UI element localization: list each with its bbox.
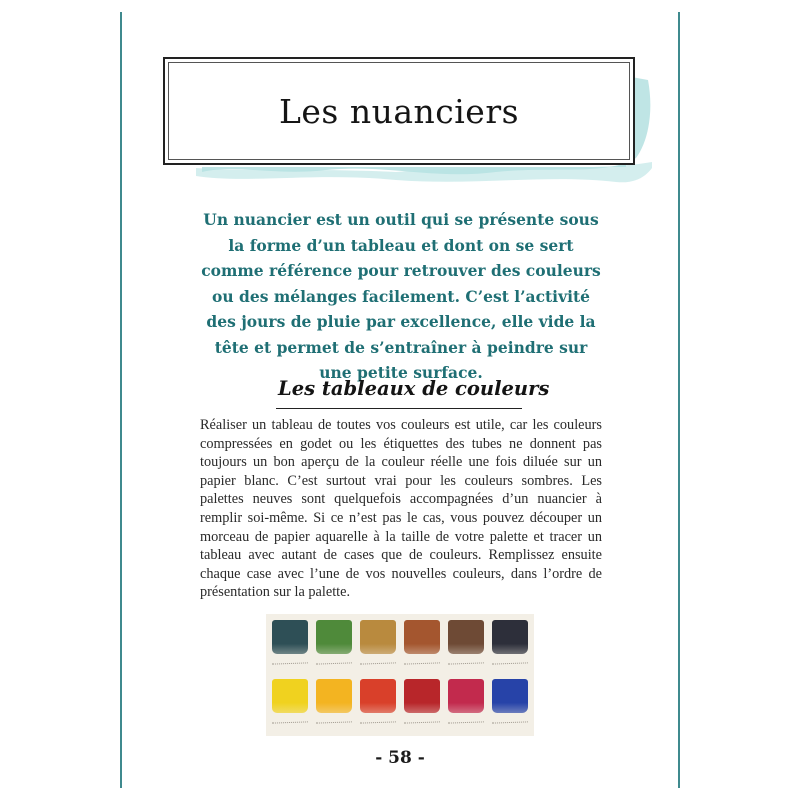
swatch-paint: [404, 620, 440, 654]
swatch-handwritten-label: [492, 662, 528, 670]
color-swatch: [270, 618, 310, 673]
swatch-handwritten-label: [360, 721, 396, 729]
swatch-paint: [448, 679, 484, 713]
swatch-paint: [272, 679, 308, 713]
swatch-handwritten-label: [448, 662, 484, 670]
swatch-handwritten-label: [272, 721, 308, 729]
swatch-paint: [448, 620, 484, 654]
color-swatch: [314, 677, 354, 732]
intro-paragraph: Un nuancier est un outil qui se présente sous la forme d’un tableau et dont on se sert comme référence pour retrouver des couleurs ou des mélanges facilement. C’est l’activité des jours de pluie par excellence, elle vide la tête et permet de s’entraîner à peindre sur une petite surface.: [201, 210, 601, 382]
color-swatch: [358, 677, 398, 732]
section-title: Les tableaux de couleurs: [278, 377, 550, 400]
body-paragraph: Réaliser un tableau de toutes vos couleurs est utile, car les couleurs compressées en godet ou les étiquettes des tubes ne donnent pas toujours un bon aperçu de la couleur réelle une fois diluée sur un papier blanc. C’est surtout vrai pour les couleurs sombres. Les palettes neuves sont quelquefois accompagnées d’un nuancier à remplir soi-même. Si ce n’est pas le cas, vous pouvez découper un morceau de papier aquarelle à la taille de votre palette et tracer un tableau avec autant de cases que de couleurs. Remplissez ensuite chaque case avec l’une de vos nouvelles couleurs, dans l’ordre de présentation sur la palette.: [200, 417, 602, 601]
title-frame: [163, 57, 635, 165]
swatch-paint: [360, 679, 396, 713]
swatch-paint: [272, 620, 308, 654]
swatch-paint: [316, 679, 352, 713]
swatch-handwritten-label: [404, 662, 440, 670]
swatch-paint: [492, 620, 528, 654]
page-title: Les nuanciers: [278, 91, 520, 131]
swatch-paint: [316, 620, 352, 654]
swatch-paint: [492, 679, 528, 713]
color-swatch: [402, 677, 442, 732]
swatch-handwritten-label: [360, 662, 396, 670]
swatch-handwritten-label: [404, 721, 440, 729]
color-swatch: [402, 618, 442, 673]
swatch-paint: [404, 679, 440, 713]
color-swatch: [314, 618, 354, 673]
color-swatch: [446, 618, 486, 673]
page-number: - 58 -: [375, 748, 425, 768]
color-swatch: [490, 677, 530, 732]
swatch-handwritten-label: [316, 662, 352, 670]
color-swatch: [446, 677, 486, 732]
swatch-handwritten-label: [272, 662, 308, 670]
swatch-paint: [360, 620, 396, 654]
swatch-handwritten-label: [448, 721, 484, 729]
color-swatch: [270, 677, 310, 732]
color-swatch: [490, 618, 530, 673]
swatch-handwritten-label: [316, 721, 352, 729]
swatch-handwritten-label: [492, 721, 528, 729]
section-title-underline: [276, 408, 522, 409]
color-swatch-chart: [266, 614, 534, 736]
color-swatch: [358, 618, 398, 673]
